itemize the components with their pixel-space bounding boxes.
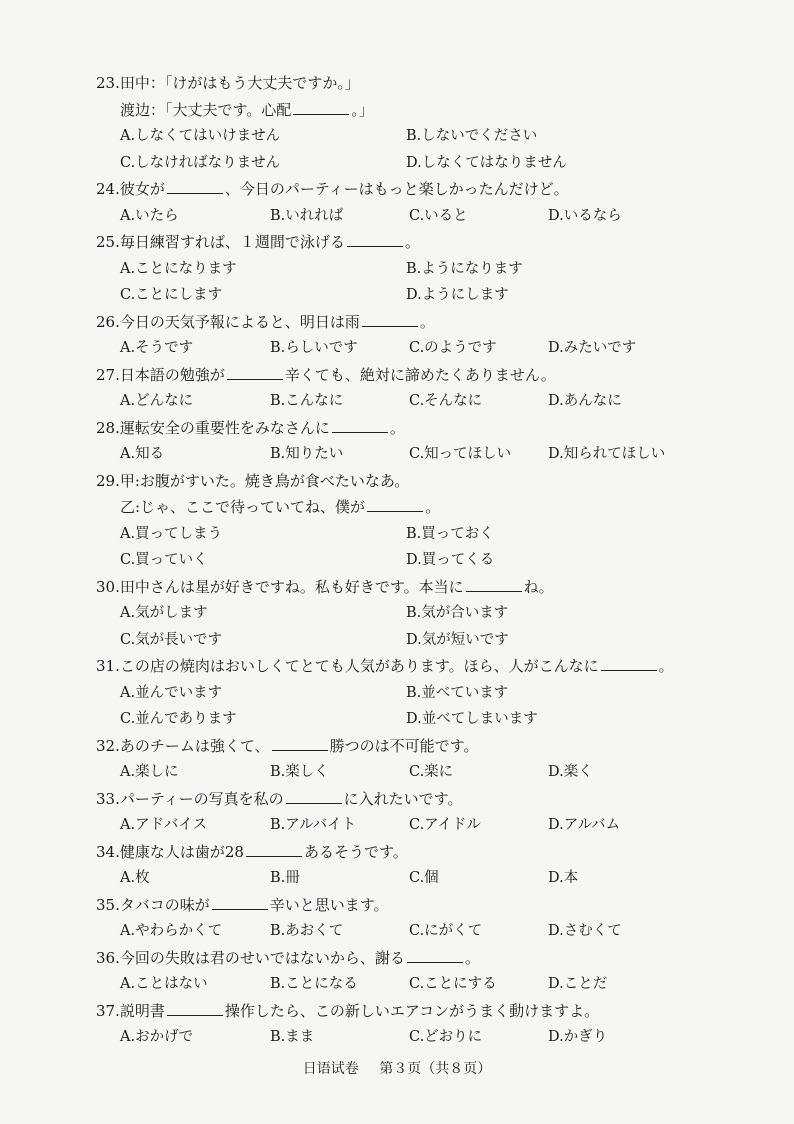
option-b[interactable]: B.買っておく	[406, 525, 494, 542]
options-row	[96, 521, 736, 548]
question-text-after: 、今日のパーティーはもっと楽しかったんだけど。	[224, 180, 569, 198]
question-text: 23.田中：「けがはもう大丈夫ですか。」	[96, 74, 360, 92]
option-c[interactable]: C.アイドル	[409, 817, 481, 833]
question-item	[96, 945, 736, 998]
options-row	[96, 1024, 736, 1051]
question-text-before: 26.今日の天気予報によると、明日は雨	[96, 312, 360, 331]
answer-blank[interactable]	[362, 312, 418, 327]
option-d[interactable]: D.買ってくる	[406, 552, 495, 568]
option-d[interactable]: D.並べてしまいます	[406, 711, 538, 727]
question-text-before: 乙:じゃ、ここで待っていてね、僕が	[120, 498, 366, 516]
option-b[interactable]: B.並べています	[406, 684, 509, 701]
option-a[interactable]: A.買ってしまう	[120, 525, 223, 542]
option-b[interactable]: B.まま	[270, 1029, 315, 1045]
question-text-before: 25.毎日練習すれば、１週間で泳げる	[96, 233, 345, 251]
answer-blank[interactable]	[167, 179, 223, 194]
option-a[interactable]: A.そうです	[120, 340, 194, 356]
option-c[interactable]: C.いると	[409, 207, 468, 224]
question-item	[96, 362, 736, 415]
question-item	[96, 892, 736, 945]
question-text-before: 36.今回の失敗は君のせいではないから、謝る	[96, 948, 405, 967]
option-b[interactable]: B.ようになります	[406, 260, 523, 277]
question-text-after: 勝つのは不可能です。	[329, 736, 479, 755]
question-item	[96, 653, 736, 733]
question-text-after: ね。	[523, 577, 554, 596]
question-stem	[96, 653, 736, 680]
option-b[interactable]: B.冊	[270, 870, 300, 886]
option-d[interactable]: D.アルバム	[548, 817, 621, 833]
options-row	[96, 150, 736, 177]
question-list	[96, 70, 736, 1051]
question-text-after: 。	[389, 418, 405, 437]
options-row	[96, 256, 736, 283]
options-row	[96, 706, 736, 733]
option-b[interactable]: B.あおくて	[270, 923, 344, 939]
question-text-before: 24.彼女が	[96, 180, 165, 198]
option-d[interactable]: D.知られてほしい	[548, 446, 666, 462]
answer-blank[interactable]	[347, 232, 403, 247]
options-row	[96, 335, 736, 362]
question-stem	[96, 945, 736, 972]
option-d[interactable]: D.さむくて	[548, 923, 622, 939]
option-b[interactable]: B.アルバイト	[270, 817, 357, 833]
option-c[interactable]: C.並んであります	[120, 711, 237, 727]
question-stem	[96, 176, 736, 203]
question-text-after: 。	[404, 233, 420, 251]
question-text-before: 27.日本語の勉強が	[96, 365, 225, 384]
question-item	[96, 998, 736, 1051]
option-a[interactable]: A.ことになります	[120, 260, 237, 277]
option-c[interactable]: C.しなければなりません	[120, 154, 281, 171]
question-item	[96, 574, 736, 654]
answer-blank[interactable]	[466, 577, 522, 592]
option-a[interactable]: A.ことはない	[120, 976, 208, 992]
question-stem	[96, 892, 736, 919]
answer-blank[interactable]	[367, 497, 423, 512]
question-item	[96, 70, 736, 176]
question-stem	[96, 733, 736, 760]
page-footer	[0, 1058, 794, 1078]
option-b[interactable]: B.知りたい	[270, 446, 344, 462]
option-b[interactable]: B.いれれば	[270, 207, 344, 224]
option-c[interactable]: C.にがくて	[409, 923, 483, 939]
answer-blank[interactable]	[246, 842, 302, 857]
question-text-after: 。	[464, 948, 480, 967]
question-text-after: 。	[425, 498, 441, 516]
question-text-after: 操作したら、この新しいエアコンがうまく動けますよ。	[224, 1001, 600, 1020]
option-a[interactable]: A.アドバイス	[120, 817, 208, 833]
question-text-after: 。」	[351, 100, 374, 119]
option-d[interactable]: D.かぎり	[548, 1029, 608, 1045]
option-c[interactable]: C.そんなに	[409, 393, 483, 409]
question-stem	[96, 839, 736, 866]
option-c[interactable]: C.のようです	[409, 340, 497, 356]
options-row	[96, 812, 736, 839]
answer-blank[interactable]	[272, 736, 328, 751]
option-b[interactable]: B.楽しく	[270, 764, 329, 780]
question-stem	[96, 70, 736, 97]
question-text-after: 。	[658, 657, 674, 675]
option-a[interactable]: A.しなくてはいけません	[120, 128, 281, 144]
option-a[interactable]: A.気がします	[120, 605, 208, 621]
answer-blank[interactable]	[286, 789, 342, 804]
option-a[interactable]: A.楽しに	[120, 764, 179, 780]
answer-blank[interactable]	[212, 895, 268, 910]
options-row	[96, 600, 736, 627]
option-c[interactable]: C.ことにします	[120, 287, 223, 303]
question-item	[96, 839, 736, 892]
option-a[interactable]: A.知る	[120, 446, 165, 462]
question-text-after: あるそうです。	[303, 842, 408, 861]
question-stem	[96, 998, 736, 1025]
option-d[interactable]: D.みたいです	[548, 340, 637, 356]
option-a[interactable]: A.どんなに	[120, 393, 194, 409]
option-b[interactable]: B.気が合います	[406, 605, 509, 621]
question-text-before: 28.運転安全の重要性をみなさんに	[96, 418, 330, 437]
option-a[interactable]: A.枚	[120, 870, 150, 886]
option-c[interactable]: C.ことにする	[409, 976, 497, 992]
option-d[interactable]: D.あんなに	[548, 393, 622, 409]
option-d[interactable]: D.本	[548, 870, 579, 886]
options-row	[96, 627, 736, 654]
option-b[interactable]: B.しないでください	[406, 128, 538, 144]
question-stem	[96, 229, 736, 256]
question-stem	[96, 415, 736, 442]
footer-page-number: 第３页（共８页）	[379, 1061, 492, 1077]
options-row	[96, 918, 736, 945]
footer-subject: 日语试卷	[302, 1061, 359, 1077]
option-d[interactable]: D.楽く	[548, 764, 593, 780]
options-row	[96, 759, 736, 786]
answer-blank[interactable]	[227, 365, 283, 380]
options-row	[96, 123, 736, 150]
options-row	[96, 865, 736, 892]
options-row	[96, 282, 736, 309]
option-a[interactable]: A.並んでいます	[120, 684, 223, 701]
option-b[interactable]: B.らしいです	[270, 340, 358, 356]
question-text-before: 32.あのチームは強くて、	[96, 736, 270, 755]
option-d[interactable]: D.ようにします	[406, 287, 509, 303]
question-stem	[96, 786, 736, 813]
question-item	[96, 229, 736, 309]
question-stem-line-2	[96, 97, 736, 124]
question-text-before: 37.説明書	[96, 1001, 165, 1020]
question-stem-line-2	[96, 494, 736, 521]
options-row	[96, 547, 736, 574]
option-d[interactable]: D.しなくてはなりません	[406, 154, 567, 171]
answer-blank[interactable]	[407, 948, 463, 963]
options-row	[96, 203, 736, 230]
options-row	[96, 680, 736, 707]
option-c[interactable]: C.知ってほしい	[409, 446, 512, 462]
option-c[interactable]: C.個	[409, 870, 439, 886]
question-item	[96, 468, 736, 574]
question-text-before: 33.パーティーの写真を私の	[96, 789, 284, 808]
options-row	[96, 441, 736, 468]
question-stem	[96, 362, 736, 389]
question-text-before: 35.タバコの味が	[96, 895, 210, 914]
option-a[interactable]: A.いたら	[120, 207, 179, 224]
question-item	[96, 415, 736, 468]
question-text-after: に入れたいです。	[343, 789, 463, 808]
question-text-after: 辛くても、絶対に諦めたくありません。	[284, 365, 556, 384]
answer-blank[interactable]	[293, 100, 349, 115]
question-text-after: 辛いと思います。	[269, 895, 389, 914]
answer-blank[interactable]	[601, 656, 657, 671]
options-row	[96, 388, 736, 415]
question-item	[96, 176, 736, 229]
option-b[interactable]: B.ことになる	[270, 976, 358, 992]
option-c[interactable]: C.楽に	[409, 764, 454, 780]
option-d[interactable]: D.ことだ	[548, 976, 608, 992]
question-text-before: 34.健康な人は歯が28	[96, 842, 244, 861]
question-text-after: 。	[419, 312, 435, 331]
answer-blank[interactable]	[332, 418, 388, 433]
question-stem	[96, 309, 736, 336]
question-stem	[96, 468, 736, 495]
option-b[interactable]: B.こんなに	[270, 393, 344, 409]
option-d[interactable]: D.いるなら	[548, 207, 622, 224]
question-text-before: 31.この店の焼肉はおいしくてとても人気があります。ほら、人がこんなに	[96, 657, 599, 675]
question-item	[96, 309, 736, 362]
option-c[interactable]: C.どおりに	[409, 1029, 483, 1045]
question-item	[96, 733, 736, 786]
question-text-before: 30.田中さんは星が好きですね。私も好きです。本当に	[96, 577, 464, 596]
option-a[interactable]: A.やわらかくて	[120, 923, 223, 939]
option-c[interactable]: C.買っていく	[120, 552, 208, 568]
answer-blank[interactable]	[167, 1001, 223, 1016]
question-stem	[96, 574, 736, 601]
option-d[interactable]: D.気が短いです	[406, 631, 509, 648]
question-text-before: 渡边：「大丈夫です。心配	[120, 100, 292, 119]
question-text: 29.甲:お腹がすいた。焼き鳥が食べたいなあ。	[96, 471, 410, 490]
options-row	[96, 971, 736, 998]
question-item	[96, 786, 736, 839]
option-c[interactable]: C.気が長いです	[120, 631, 223, 648]
option-a[interactable]: A.おかげで	[120, 1029, 194, 1045]
